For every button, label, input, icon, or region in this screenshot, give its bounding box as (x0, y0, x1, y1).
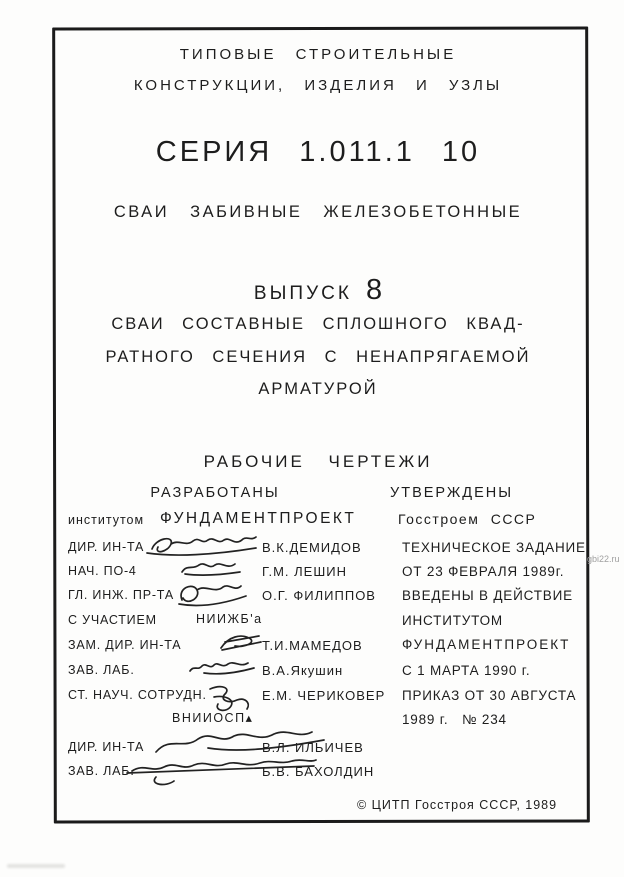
row-name-cherikover: Е.М. ЧЕРИКОВЕР (262, 688, 386, 703)
signature-yakushin (184, 656, 258, 680)
issue-subtitle-2: РАТНОГО СЕЧЕНИЯ С НЕНАПРЯГАЕМОЙ (105, 348, 531, 366)
row-name-demidov: В.К.ДЕМИДОВ (262, 540, 362, 555)
row-title-zav-lab-1: ЗАВ. ЛАБ. (68, 663, 135, 677)
approved-line-8: 1989 г. № 234 (402, 712, 507, 727)
row-title-uchastiem: С УЧАСТИЕМ (68, 613, 157, 627)
copyright-line: © ЦИТП Госстроя СССР, 1989 (357, 798, 558, 812)
approved-line-6: С 1 МАРТА 1990 г. (402, 663, 531, 678)
category-line-1: ТИПОВЫЕ СТРОИТЕЛЬНЫЕ (179, 46, 457, 63)
row-name-ilyichev: В.Л. ИЛЬИЧЕВ (262, 740, 364, 755)
approved-line-3: ВВЕДЕНЫ В ДЕЙСТВИЕ (402, 588, 573, 603)
approved-line-2: ОТ 23 ФЕВРАЛЯ 1989г. (402, 564, 565, 579)
approved-by-org: Госстроем СССР (398, 511, 537, 527)
issue-subtitle-3: АРМАТУРОЙ (258, 380, 378, 398)
signature-demidov (142, 532, 260, 560)
row-title-gl-inzh: ГЛ. ИНЖ. ПР-ТА (68, 588, 174, 602)
issue-line (53, 276, 583, 305)
row-name-bakholdin: Б.В. БАХОЛДИН (262, 764, 375, 779)
drawings-title: РАБОЧИЕ ЧЕРТЕЖИ (203, 452, 433, 471)
approved-line-5: ФУНДАМЕНТПРОЕКТ (402, 637, 571, 652)
series-title: СЕРИЯ 1.011.1 10 (155, 136, 481, 168)
category-line-2: КОНСТРУКЦИИ, ИЗДЕЛИЯ И УЗЛЫ (133, 77, 503, 94)
signature-cherikover (200, 681, 258, 715)
site-watermark: gbi22.ru (587, 554, 620, 564)
org-vniiosp: ВНИИОСП▴ (172, 711, 254, 725)
row-name-yakushin: В.А.Якушин (262, 663, 344, 678)
subject-title: СВАИ ЗАБИВНЫЕ ЖЕЛЕЗОБЕТОННЫЕ (113, 203, 523, 221)
approved-line-7: ПРИКАЗ ОТ 30 АВГУСТА (402, 688, 577, 703)
scan-smudge (7, 864, 65, 868)
row-title-zam-dir: ЗАМ. ДИР. ИН-ТА (68, 638, 182, 652)
row-title-nach-po4: НАЧ. ПО-4 (68, 564, 137, 578)
developed-by-org: ФУНДАМЕНТПРОЕКТ (160, 510, 357, 527)
row-title-st-nauch: СТ. НАУЧ. СОТРУДН. (68, 688, 207, 702)
row-name-leshin: Г.М. ЛЕШИН (262, 564, 347, 579)
signature-leshin (178, 559, 244, 579)
row-title-dir-inta-1: ДИР. ИН-ТА (68, 540, 145, 554)
approved-line-1: ТЕХНИЧЕСКОЕ ЗАДАНИЕ (402, 540, 586, 555)
developed-header: РАЗРАБОТАНЫ (150, 485, 280, 501)
approved-header: УТВЕРЖДЕНЫ (390, 485, 514, 501)
approved-line-4: ИНСТИТУТОМ (402, 613, 503, 628)
issue-number: 8 (365, 274, 383, 306)
org-niizhb: НИИЖБ'а (196, 612, 263, 626)
row-title-zav-lab-2: ЗАВ. ЛАБ. (68, 764, 135, 778)
row-name-mamedov: Т.И.МАМЕДОВ (262, 638, 363, 653)
row-title-dir-inta-2: ДИР. ИН-ТА (68, 740, 145, 754)
issue-label: ВЫПУСК (253, 283, 352, 304)
row-name-filippov: О.Г. ФИЛИППОВ (262, 588, 376, 603)
signature-bakholdin (122, 754, 320, 788)
developed-by-prefix: институтом (68, 513, 145, 527)
signature-mamedov (214, 628, 272, 656)
signature-filippov (170, 580, 250, 608)
issue-subtitle-1: СВАИ СОСТАВНЫЕ СПЛОШНОГО КВАД- (111, 315, 525, 333)
